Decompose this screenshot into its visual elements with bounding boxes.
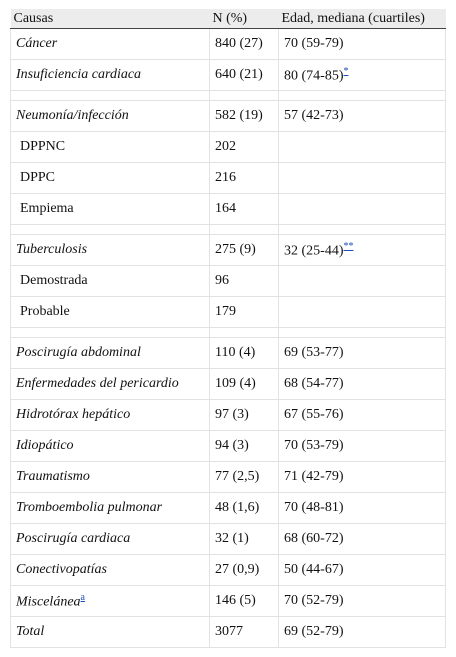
age-value: 80 (74-85) — [284, 68, 344, 84]
n-percent-cell: 179 — [210, 297, 279, 328]
cause-cell — [11, 29, 210, 60]
cause-label: Idiopático — [16, 438, 74, 453]
spacer-cell — [279, 328, 446, 338]
age-cell — [279, 400, 446, 431]
age-cell — [279, 194, 446, 225]
spacer-cell — [210, 91, 279, 101]
spacer-row — [11, 328, 446, 338]
age-cell — [279, 235, 446, 266]
cause-label: Probable — [20, 304, 70, 319]
cause-cell — [11, 194, 210, 225]
cause-cell — [11, 60, 210, 91]
cause-label: DPPNC — [20, 139, 66, 154]
table-row — [11, 29, 446, 60]
n-percent-cell: 164 — [210, 194, 279, 225]
n-percent-cell: 110 (4) — [210, 338, 279, 369]
cause-cell — [11, 369, 210, 400]
cause-label: Total — [16, 624, 45, 639]
age-cell — [279, 586, 446, 617]
age-cell — [279, 101, 446, 132]
cause-cell — [11, 462, 210, 493]
cause-cell — [11, 400, 210, 431]
spacer-row — [11, 91, 446, 101]
spacer-cell — [210, 225, 279, 235]
n-percent-cell: 97 (3) — [210, 400, 279, 431]
age-value: 70 (52-79) — [284, 593, 344, 608]
age-value: 67 (55-76) — [284, 407, 344, 422]
n-percent-cell: 3077 — [210, 617, 279, 648]
cause-label: Poscirugía abdominal — [16, 345, 141, 360]
cause-label: Miscelánea — [16, 594, 81, 610]
cause-label: Poscirugía cardiaca — [16, 531, 131, 546]
cause-cell — [11, 266, 210, 297]
spacer-cell — [210, 328, 279, 338]
age-value: 69 (53-77) — [284, 345, 344, 360]
n-percent-cell: 77 (2,5) — [210, 462, 279, 493]
n-percent-cell: 146 (5) — [210, 586, 279, 617]
n-percent-cell: 840 (27) — [210, 29, 279, 60]
cause-cell — [11, 617, 210, 648]
cause-label: Cáncer — [16, 36, 58, 51]
spacer-row — [11, 225, 446, 235]
cause-cell — [11, 297, 210, 328]
table-row — [11, 60, 446, 91]
cause-cell — [11, 555, 210, 586]
age-value: 57 (42-73) — [284, 108, 344, 123]
cause-label: Hidrotórax hepático — [16, 407, 131, 422]
n-percent-cell: 94 (3) — [210, 431, 279, 462]
cause-label: Insuficiencia cardiaca — [16, 67, 142, 82]
cause-cell — [11, 493, 210, 524]
age-cell — [279, 60, 446, 91]
cause-label: Neumonía/infección — [16, 108, 129, 123]
n-percent-cell: 27 (0,9) — [210, 555, 279, 586]
cause-label: DPPC — [20, 170, 56, 185]
n-percent-cell: 109 (4) — [210, 369, 279, 400]
n-percent-cell: 216 — [210, 163, 279, 194]
table-row — [11, 524, 446, 555]
table-row — [11, 101, 446, 132]
cause-label: Enfermedades del pericardio — [16, 376, 179, 391]
age-cell — [279, 617, 446, 648]
age-value: 70 (53-79) — [284, 438, 344, 453]
age-cell — [279, 555, 446, 586]
header-n-percent: N (%) — [210, 9, 279, 29]
footnote-link[interactable]: ** — [343, 240, 354, 252]
table-row — [11, 194, 446, 225]
age-cell — [279, 369, 446, 400]
age-cell — [279, 163, 446, 194]
age-cell — [279, 493, 446, 524]
table-row — [11, 555, 446, 586]
cause-cell — [11, 132, 210, 163]
age-value: 68 (60-72) — [284, 531, 344, 546]
age-cell — [279, 297, 446, 328]
n-percent-cell: 582 (19) — [210, 101, 279, 132]
n-percent-cell: 275 (9) — [210, 235, 279, 266]
cause-label: Conectivopatías — [16, 562, 107, 577]
header-causas: Causas — [11, 9, 210, 29]
causes-table — [10, 9, 446, 648]
cause-cell — [11, 235, 210, 266]
cause-label: Tromboembolia pulmonar — [16, 500, 163, 515]
table-header-row — [11, 9, 446, 29]
spacer-cell — [279, 91, 446, 101]
age-value: 69 (52-79) — [284, 624, 344, 639]
table-row — [11, 493, 446, 524]
cause-label: Traumatismo — [16, 469, 90, 484]
header-edad: Edad, mediana (cuartiles) — [279, 9, 446, 29]
footnote-link[interactable]: a — [80, 591, 85, 603]
n-percent-cell: 96 — [210, 266, 279, 297]
spacer-cell — [11, 91, 210, 101]
table-row — [11, 338, 446, 369]
age-value: 71 (42-79) — [284, 469, 344, 484]
spacer-cell — [11, 225, 210, 235]
age-value: 50 (44-67) — [284, 562, 344, 577]
table-row — [11, 132, 446, 163]
age-cell — [279, 462, 446, 493]
cause-cell — [11, 101, 210, 132]
cause-cell — [11, 524, 210, 555]
table-row — [11, 586, 446, 617]
cause-cell — [11, 431, 210, 462]
table-row — [11, 297, 446, 328]
n-percent-cell: 48 (1,6) — [210, 493, 279, 524]
age-cell — [279, 338, 446, 369]
age-value: 70 (48-81) — [284, 500, 344, 515]
age-cell — [279, 29, 446, 60]
table-body — [11, 29, 446, 648]
table-row — [11, 163, 446, 194]
age-cell — [279, 431, 446, 462]
cause-label: Empiema — [20, 201, 74, 216]
table-row — [11, 462, 446, 493]
spacer-cell — [279, 225, 446, 235]
cause-cell — [11, 163, 210, 194]
cause-label: Tuberculosis — [16, 242, 88, 257]
age-cell — [279, 524, 446, 555]
table-row — [11, 617, 446, 648]
cause-cell — [11, 586, 210, 617]
age-cell — [279, 266, 446, 297]
table-row — [11, 431, 446, 462]
n-percent-cell: 640 (21) — [210, 60, 279, 91]
age-value: 68 (54-77) — [284, 376, 344, 391]
table-row — [11, 266, 446, 297]
footnote-link[interactable]: * — [343, 65, 349, 77]
age-value: 70 (59-79) — [284, 36, 344, 51]
age-value: 32 (25-44) — [284, 243, 344, 259]
cause-cell — [11, 338, 210, 369]
cause-label: Demostrada — [20, 273, 88, 288]
age-cell — [279, 132, 446, 163]
table-row — [11, 235, 446, 266]
table-row — [11, 400, 446, 431]
n-percent-cell: 32 (1) — [210, 524, 279, 555]
spacer-cell — [11, 328, 210, 338]
table-row — [11, 369, 446, 400]
n-percent-cell: 202 — [210, 132, 279, 163]
